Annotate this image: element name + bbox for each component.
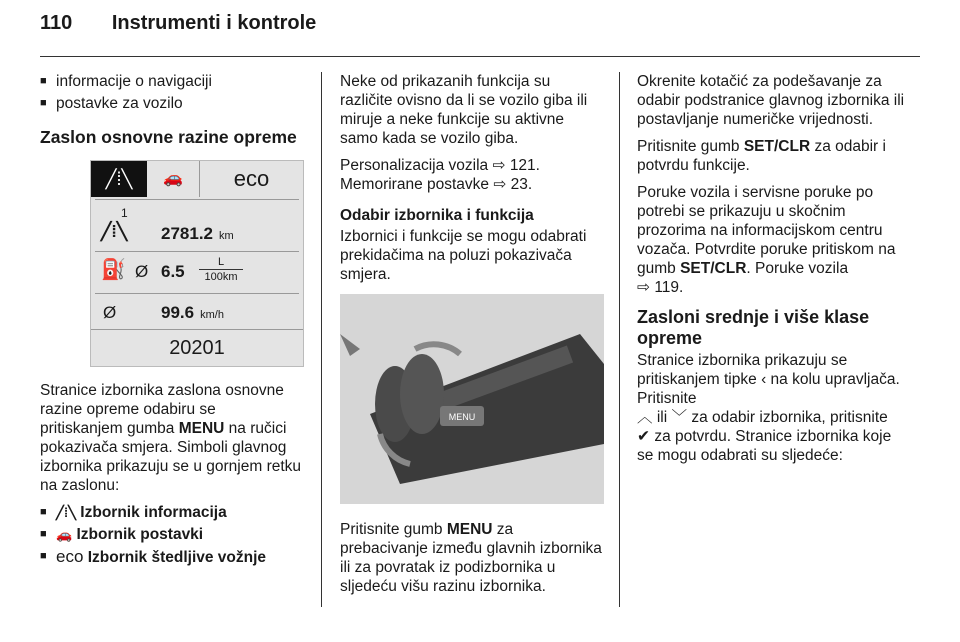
car-icon: 🚗 bbox=[56, 527, 73, 542]
chevron-up-icon: ︿ bbox=[637, 409, 653, 426]
section-heading: Zaslon osnovne razine opreme bbox=[40, 127, 297, 147]
paragraph: Pritisnite gumb SET/CLR za odabir i potvrdu funkcije. bbox=[637, 138, 886, 174]
road-icon: ╱⁞╲ bbox=[91, 161, 147, 197]
trip-number: 1 bbox=[121, 206, 128, 220]
page-ref-icon: ⇨ bbox=[637, 279, 650, 296]
page-title: Instrumenti i kontrole bbox=[111, 12, 317, 34]
eco-icon: eco bbox=[56, 547, 84, 566]
column-divider-1 bbox=[321, 72, 322, 607]
turn-signal-lever-image bbox=[340, 294, 604, 504]
speed-value: 99.6 bbox=[161, 303, 195, 322]
paragraph: Personalizacija vozila ⇨ 121. Memorirane postavke ⇨ 23. bbox=[340, 157, 540, 193]
display-topbar bbox=[91, 161, 303, 197]
paragraph: Neke od prikazanih funkcija su različite ovisno da li se vozilo giba ili miruje a neke funkcije su aktivne samo kada se vozilo giba. bbox=[340, 73, 588, 147]
distance-value: 2781.2 bbox=[161, 224, 213, 243]
menu-label: MENU bbox=[448, 412, 476, 422]
paragraph: Izbornici i funkcije se mogu odabrati prekidačima na poluzi pokazivača smjera. bbox=[340, 228, 587, 283]
list-item: ■ postavke za vozilo bbox=[40, 94, 302, 113]
fuel-pump-icon: ⛽ bbox=[101, 259, 126, 281]
chevron-left-icon: ‹ bbox=[761, 371, 767, 388]
display-row-consumption bbox=[95, 251, 299, 294]
distance-unit: km bbox=[219, 230, 234, 242]
page-number: 110 bbox=[40, 12, 73, 34]
section-heading: Zasloni srednje i više klase opreme bbox=[637, 307, 870, 348]
chevron-down-icon: ﹀ bbox=[671, 409, 687, 426]
average-icon: Ø bbox=[135, 262, 149, 281]
list-item: ■ eco Izbornik štedljive vožnje bbox=[40, 547, 302, 567]
column-2 bbox=[340, 72, 604, 604]
road-icon: ╱⁞╲ bbox=[101, 222, 128, 241]
subheading: Odabir izbornika i funkcija bbox=[340, 207, 534, 224]
odometer: 20201 bbox=[91, 329, 303, 366]
paragraph: Stranice izbornika prikazuju se pritiskanjem tipke ‹ na kolu upravljača. Pritisnite ︿ ili ﹀ za odabir izbornika, pritisnite ✔ za potvrdu. Stranice izbornika koje se mogu odabrati su sljedeće: bbox=[637, 352, 900, 464]
consumption-unit-bottom: 100km bbox=[199, 269, 243, 284]
consumption-unit-top: L bbox=[217, 256, 225, 268]
page-ref-icon: ⇨ bbox=[493, 176, 507, 193]
checkmark-icon: ✔ bbox=[637, 428, 650, 445]
list-item: ■ 🚗 Izbornik postavki bbox=[40, 525, 302, 544]
paragraph: Poruke vozila i servisne poruke po potrebi se prikazuju u skočnim prozorima na informacijskom centru vozača. Potvrdite poruke pritiskom na gumb SET/CLR. Poruke vozila ⇨ 119. bbox=[637, 184, 896, 296]
display-row-distance bbox=[95, 199, 299, 252]
display-row-speed bbox=[95, 293, 299, 330]
header-rule bbox=[40, 56, 920, 57]
road-icon: ╱⁞╲ bbox=[56, 505, 76, 520]
paragraph: Stranice izbornika zaslona osnovne razine opreme odabiru se pritiskanjem gumba MENU na ručici pokazivača smjera. Simboli glavnog izbornika prikazuju se u gornjem retku na zaslonu: bbox=[40, 382, 302, 494]
column-divider-2 bbox=[619, 72, 620, 607]
column-3 bbox=[637, 72, 907, 473]
paragraph: Pritisnite gumb MENU za prebacivanje između glavnih izbornika ili za povratak iz podizbornika u sljedeću višu razinu izbornika. bbox=[340, 521, 602, 595]
page-ref-icon: ⇨ bbox=[492, 157, 506, 174]
list-item: ■ informacije o navigaciji bbox=[40, 72, 302, 91]
average-icon: Ø bbox=[103, 303, 117, 322]
list-item: ■ ╱⁞╲ Izbornik informacija bbox=[40, 503, 302, 522]
car-icon: 🚗 bbox=[147, 161, 200, 197]
paragraph: Okrenite kotačić za podešavanje za odabir podstranice glavnog izbornika ili postavljanje numeričke vrijednosti. bbox=[637, 73, 905, 128]
column-1 bbox=[40, 72, 302, 570]
instrument-display-image bbox=[90, 160, 304, 367]
consumption-value: 6.5 bbox=[161, 262, 185, 281]
eco-tab: eco bbox=[233, 166, 270, 191]
page-header bbox=[40, 12, 316, 35]
speed-unit: km/h bbox=[200, 309, 224, 321]
